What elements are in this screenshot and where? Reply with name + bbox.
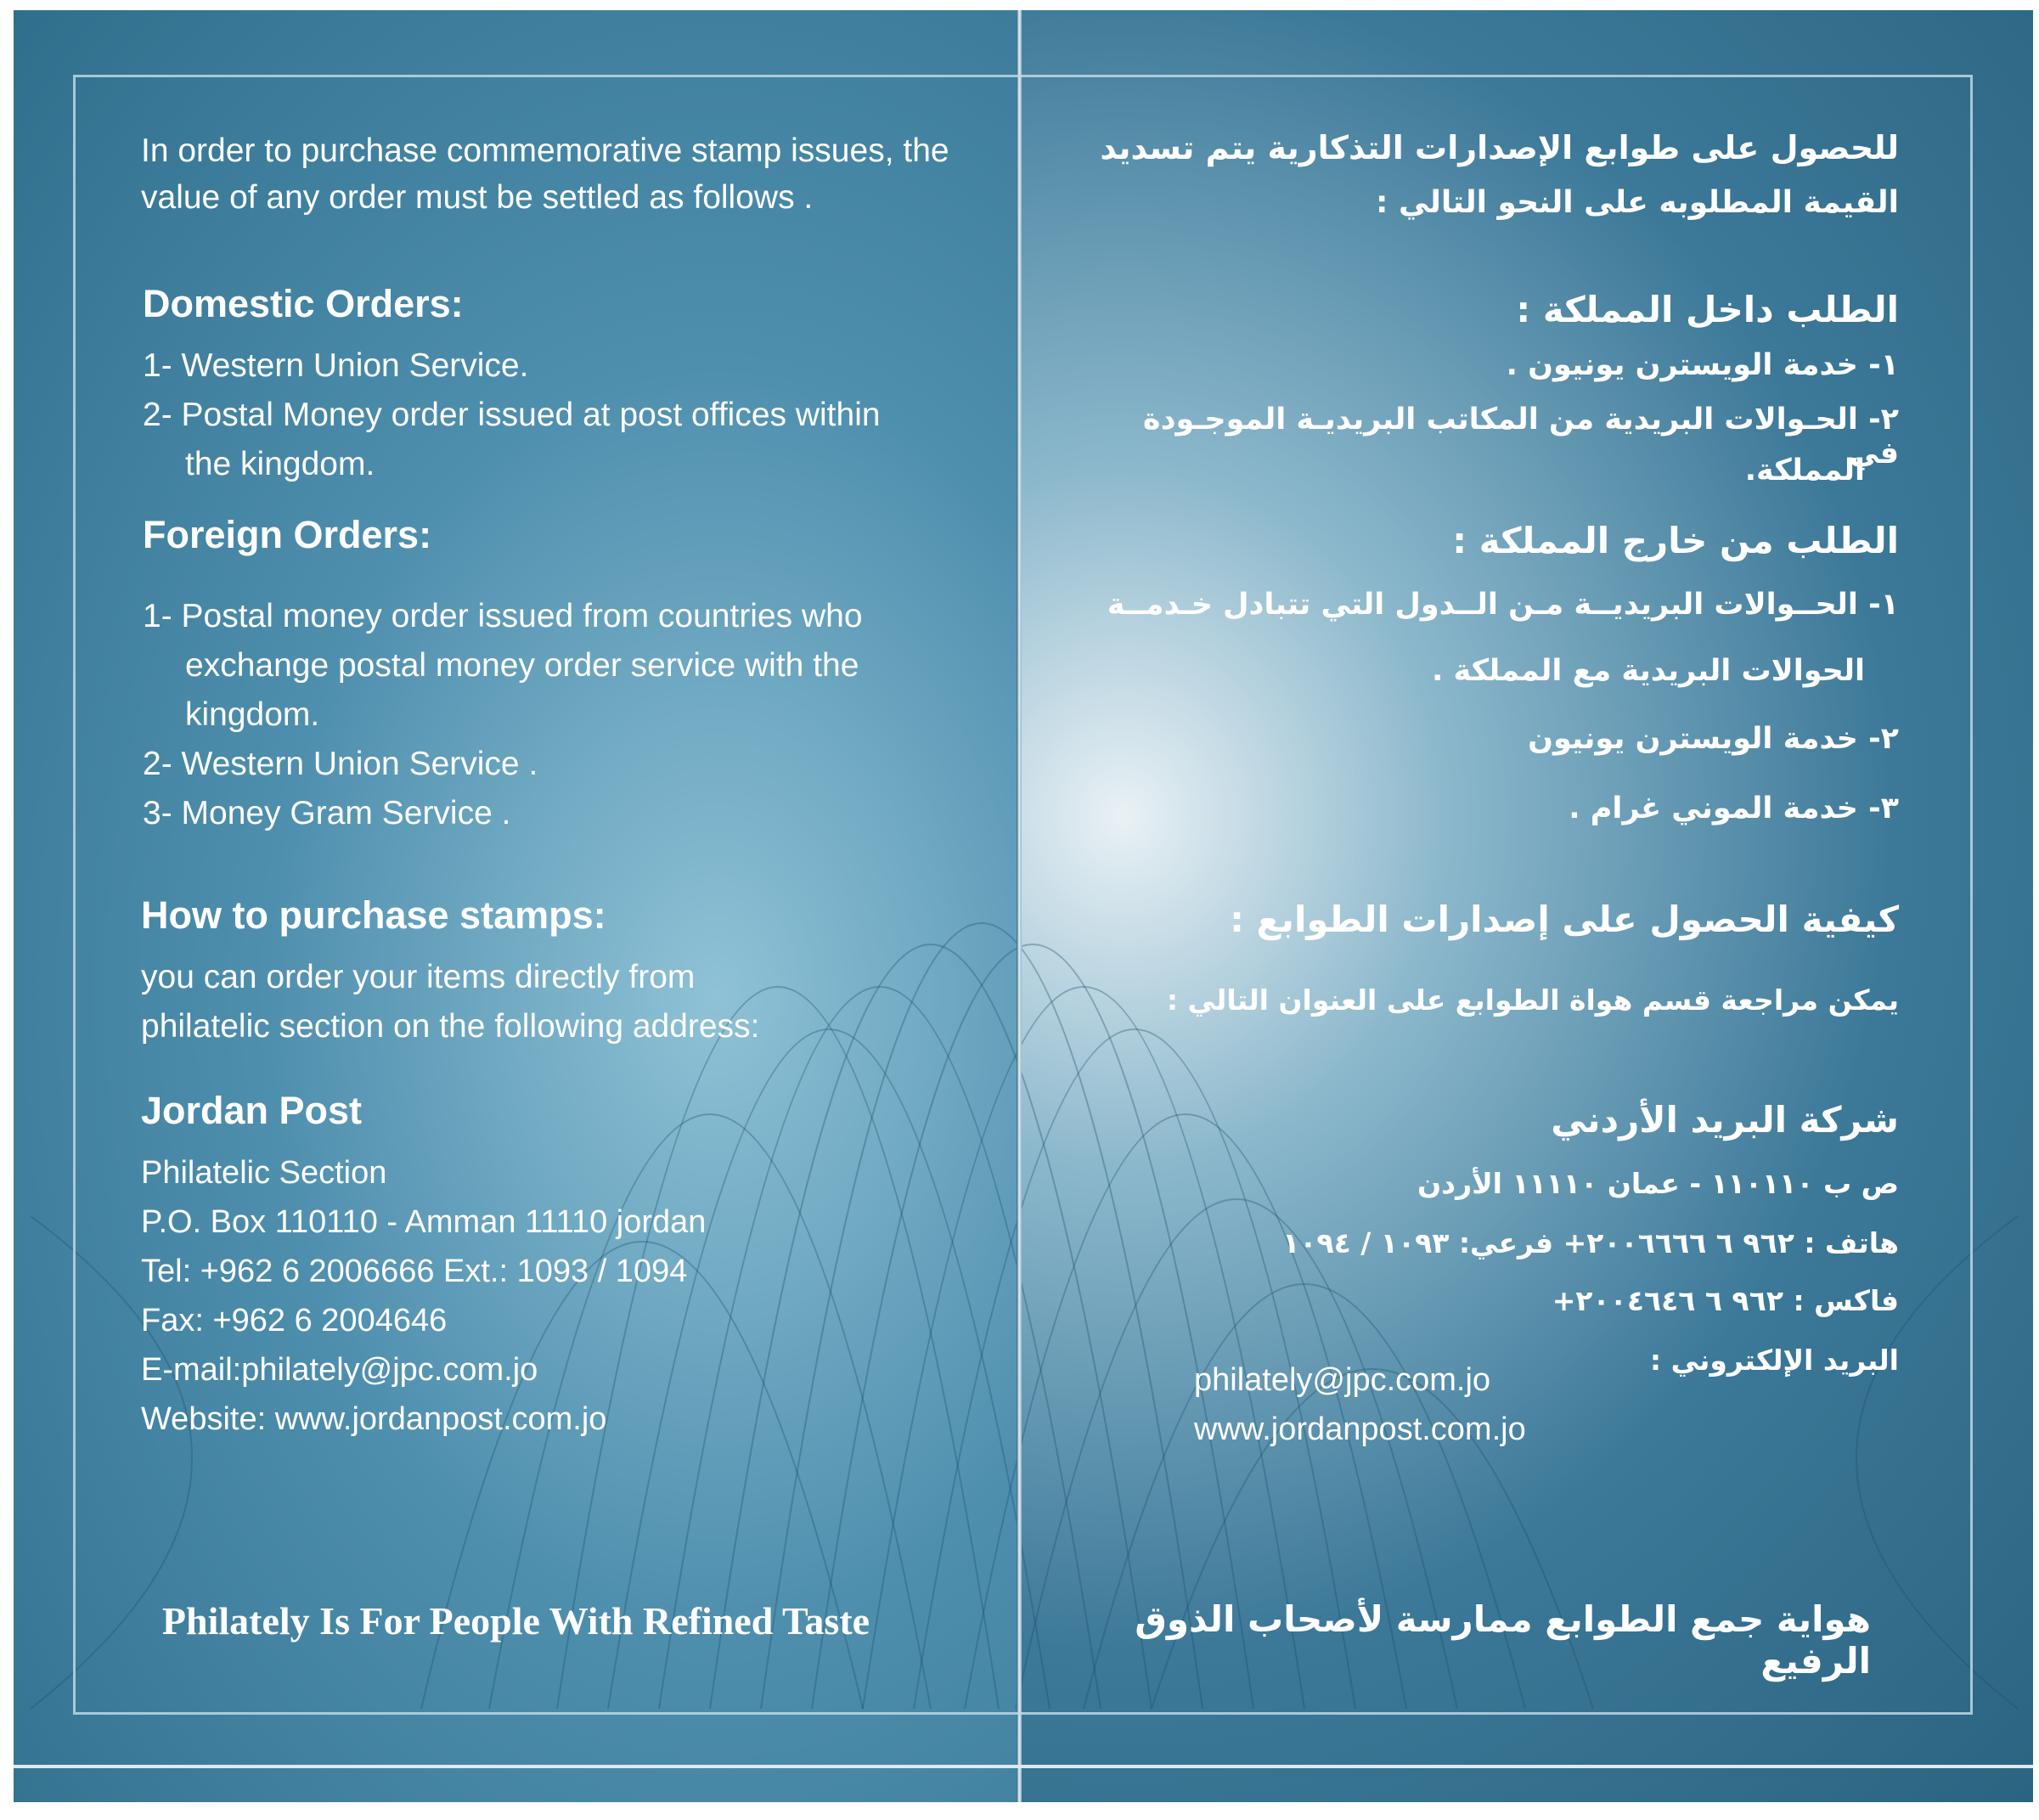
- arabic-foreign-2: الحوالات البريدية مع المملكة .: [1431, 654, 1865, 688]
- arabic-foreign-3: ٢- خدمة الويسترن يونيون: [1528, 722, 1899, 756]
- arabic-domestic-1: ١- خدمة الويسترن يونيون .: [1506, 348, 1899, 382]
- arabic-howto-heading: كيفية الحصول على إصدارات الطوابع :: [1230, 899, 1899, 940]
- domestic-list: [143, 341, 1026, 489]
- howto-line: you can order your items directly from: [141, 959, 696, 995]
- arabic-company: شركة البريد الأردني: [1551, 1099, 1899, 1141]
- howto-line: philatelic section on the following address:: [141, 1008, 760, 1045]
- arabic-domestic-2: ٢- الحـوالات البريدية من المكاتب البريديـة الموجـودة في: [1142, 403, 1899, 470]
- arabic-website: www.jordanpost.com.jo: [1194, 1411, 1526, 1447]
- leaflet: [14, 10, 2033, 1802]
- arabic-fax: فاكس : ٩٦٢ ٦ ٢٠٠٤٦٤٦+: [1552, 1284, 1899, 1317]
- address-line: Tel: +962 6 2006666 Ext.: 1093 / 1094: [141, 1254, 688, 1289]
- arabic-howto-text: يمكن مراجعة قسم هواة الطوابع على العنوان التالي :: [1166, 983, 1899, 1017]
- list-item: 2- Western Union Service .: [143, 746, 538, 782]
- address-line: P.O. Box 110110 - Amman 11110 jordan: [141, 1204, 707, 1240]
- domestic-heading: Domestic Orders:: [143, 282, 464, 325]
- foreign-list: [143, 592, 1026, 838]
- address-line: Philatelic Section: [141, 1155, 387, 1191]
- arabic-email-label: البريد الإلكتروني :: [1649, 1344, 1899, 1377]
- arabic-foreign-1: ١- الحــوالات البريديــة مـن الــدول التي تتبادل خـدمــة: [1107, 588, 1899, 622]
- arabic-email: philately@jpc.com.jo: [1194, 1362, 1491, 1398]
- arabic-foreign-4: ٣- خدمة الموني غرام .: [1569, 792, 1899, 825]
- address-line: Fax: +962 6 2004646: [141, 1303, 448, 1338]
- arabic-tel: هاتف : ٩٦٢ ٦ ٢٠٠٦٦٦٦+ فرعي: ١٠٩٣ / ١٠٩٤: [1282, 1226, 1899, 1259]
- website-line: Website: www.jordanpost.com.jo: [141, 1401, 607, 1437]
- arabic-intro-2: القيمة المطلوبه على النحو التالي :: [1376, 185, 1899, 220]
- english-intro: In order to purchase commemorative stamp issues, the value of any order must be settled as follows .: [141, 132, 949, 216]
- arabic-domestic-heading: الطلب داخل المملكة :: [1516, 289, 1899, 330]
- list-item: exchange postal money order service with the: [185, 647, 859, 684]
- list-item: 3- Money Gram Service .: [143, 795, 511, 831]
- foreign-heading: Foreign Orders:: [143, 513, 432, 556]
- address-block: [141, 1148, 1024, 1444]
- list-item: 1- Western Union Service.: [143, 347, 529, 384]
- arabic-domestic-3: المملكة.: [1744, 454, 1865, 487]
- arabic-pobox: ص ب ١١٠١١٠ - عمان ١١١١٠ الأردن: [1417, 1167, 1899, 1200]
- bottom-border: [14, 1765, 2033, 1768]
- howto-text: [141, 953, 1024, 1051]
- address-heading: Jordan Post: [141, 1089, 363, 1132]
- slogan-arabic: هواية جمع الطوابع ممارسة لأصحاب الذوق الرفيع: [1135, 1598, 1871, 1682]
- arabic-foreign-heading: الطلب من خارج المملكة :: [1452, 520, 1899, 561]
- arabic-intro-1: للحصول على طوابع الإصدارات التذكارية يتم تسديد: [1100, 129, 1899, 166]
- slogan-english: Philately Is For People With Refined Taste: [161, 1599, 870, 1643]
- howto-heading: How to purchase stamps:: [141, 893, 606, 937]
- list-item: 1- Postal money order issued from countries who: [143, 598, 863, 634]
- list-item: 2- Postal Money order issued at post offices within: [143, 397, 881, 433]
- list-item: the kingdom.: [185, 446, 375, 482]
- list-item: kingdom.: [185, 696, 320, 733]
- email-line: E-mail:philately@jpc.com.jo: [141, 1352, 538, 1388]
